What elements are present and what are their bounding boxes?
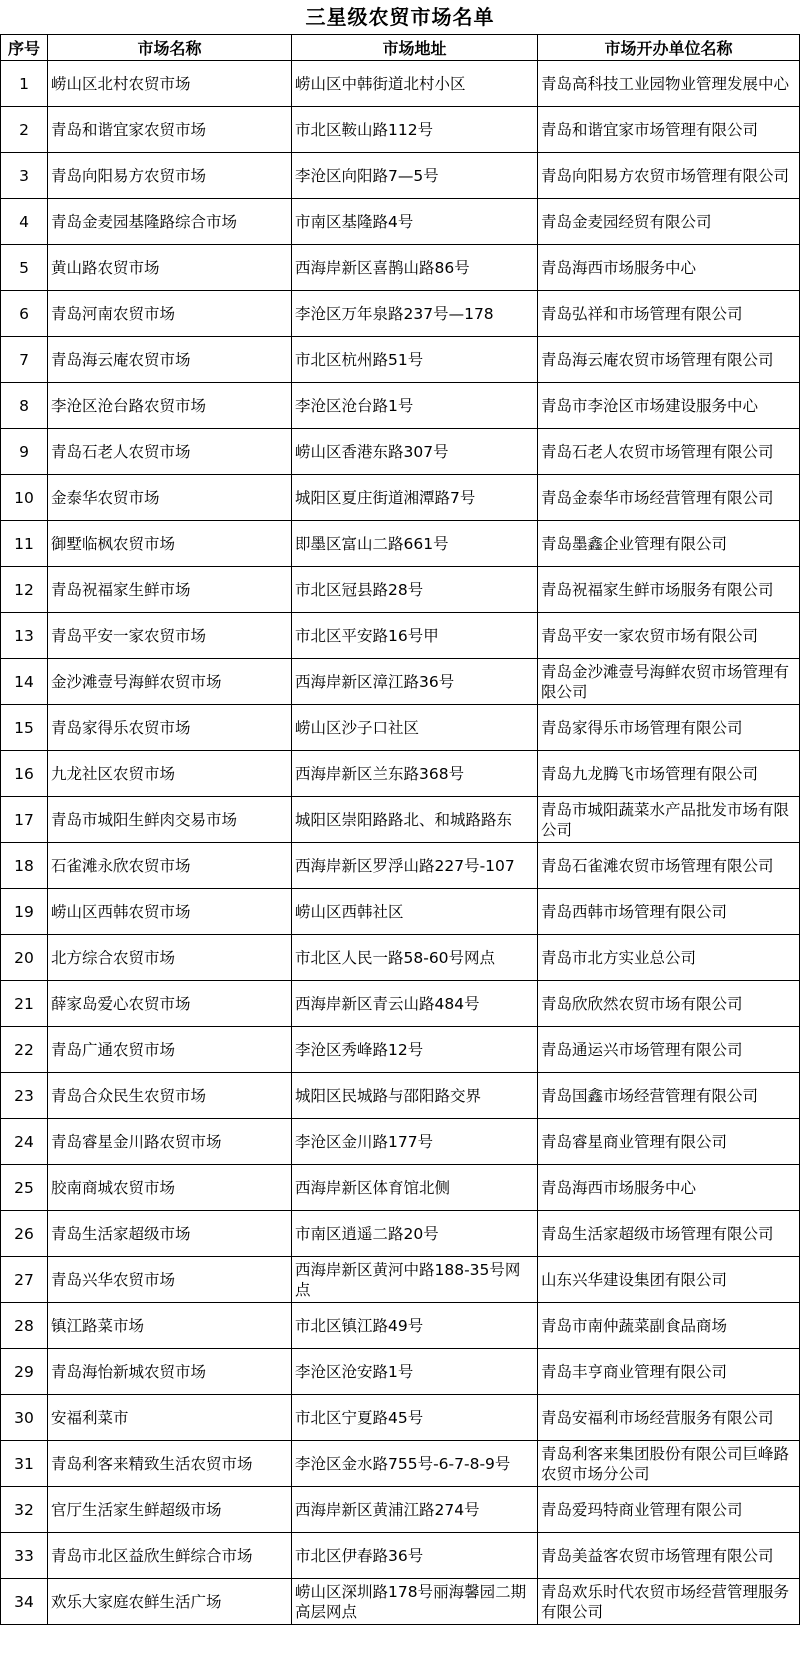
market-address-cell: 李沧区金川路177号 — [292, 1119, 538, 1165]
table-row — [1, 705, 800, 751]
market-name-cell: 青岛兴华农贸市场 — [48, 1257, 292, 1303]
table-row — [1, 107, 800, 153]
market-name-cell: 青岛石老人农贸市场 — [48, 429, 292, 475]
market-address-cell: 李沧区沧台路1号 — [292, 383, 538, 429]
table-row — [1, 291, 800, 337]
market-address-cell: 城阳区夏庄街道湘潭路7号 — [292, 475, 538, 521]
table-row — [1, 889, 800, 935]
market-name-cell: 官厅生活家生鲜超级市场 — [48, 1487, 292, 1533]
header-market-name: 市场名称 — [48, 35, 292, 61]
serial-number-cell: 22 — [1, 1027, 48, 1073]
market-address-cell: 崂山区中韩街道北村小区 — [292, 61, 538, 107]
operator-name-cell: 青岛国鑫市场经营管理有限公司 — [538, 1073, 800, 1119]
page-title: 三星级农贸市场名单 — [305, 5, 495, 29]
table-row — [1, 935, 800, 981]
operator-name-cell: 青岛金泰华市场经营管理有限公司 — [538, 475, 800, 521]
table-row — [1, 153, 800, 199]
operator-name-cell: 青岛美益客农贸市场管理有限公司 — [538, 1533, 800, 1579]
serial-number-cell: 4 — [1, 199, 48, 245]
serial-number-cell: 19 — [1, 889, 48, 935]
table-row — [1, 199, 800, 245]
operator-name-cell: 青岛海云庵农贸市场管理有限公司 — [538, 337, 800, 383]
market-address-cell: 市北区人民一路58-60号网点 — [292, 935, 538, 981]
serial-number-cell: 17 — [1, 797, 48, 843]
serial-number-cell: 5 — [1, 245, 48, 291]
serial-number-cell: 12 — [1, 567, 48, 613]
serial-number-cell: 1 — [1, 61, 48, 107]
table-row — [1, 1395, 800, 1441]
market-address-cell: 城阳区崇阳路路北、和城路路东 — [292, 797, 538, 843]
table-row — [1, 521, 800, 567]
market-address-cell: 西海岸新区黄浦江路274号 — [292, 1487, 538, 1533]
serial-number-cell: 25 — [1, 1165, 48, 1211]
serial-number-cell: 6 — [1, 291, 48, 337]
market-name-cell: 崂山区西韩农贸市场 — [48, 889, 292, 935]
market-name-cell: 青岛海云庵农贸市场 — [48, 337, 292, 383]
market-address-cell: 西海岸新区罗浮山路227号-107 — [292, 843, 538, 889]
operator-name-cell: 青岛市城阳蔬菜水产品批发市场有限公司 — [538, 797, 800, 843]
serial-number-cell: 10 — [1, 475, 48, 521]
operator-name-cell: 青岛海西市场服务中心 — [538, 245, 800, 291]
operator-name-cell: 山东兴华建设集团有限公司 — [538, 1257, 800, 1303]
table-row — [1, 61, 800, 107]
operator-name-cell: 青岛石雀滩农贸市场管理有限公司 — [538, 843, 800, 889]
table-row — [1, 383, 800, 429]
table-body — [1, 61, 800, 1625]
operator-name-cell: 青岛墨鑫企业管理有限公司 — [538, 521, 800, 567]
serial-number-cell: 14 — [1, 659, 48, 705]
market-name-cell: 石雀滩永欣农贸市场 — [48, 843, 292, 889]
operator-name-cell: 青岛向阳易方农贸市场管理有限公司 — [538, 153, 800, 199]
serial-number-cell: 9 — [1, 429, 48, 475]
market-name-cell: 薛家岛爱心农贸市场 — [48, 981, 292, 1027]
operator-name-cell: 青岛市南仲蔬菜副食品商场 — [538, 1303, 800, 1349]
serial-number-cell: 27 — [1, 1257, 48, 1303]
operator-name-cell: 青岛弘祥和市场管理有限公司 — [538, 291, 800, 337]
table-header-row — [1, 35, 800, 61]
serial-number-cell: 26 — [1, 1211, 48, 1257]
table-row — [1, 475, 800, 521]
market-name-cell: 安福利菜市 — [48, 1395, 292, 1441]
serial-number-cell: 18 — [1, 843, 48, 889]
table-row — [1, 429, 800, 475]
operator-name-cell: 青岛丰亨商业管理有限公司 — [538, 1349, 800, 1395]
market-address-cell: 李沧区向阳路7—5号 — [292, 153, 538, 199]
market-name-cell: 青岛合众民生农贸市场 — [48, 1073, 292, 1119]
market-address-cell: 市北区伊春路36号 — [292, 1533, 538, 1579]
table-row — [1, 613, 800, 659]
market-address-cell: 崂山区西韩社区 — [292, 889, 538, 935]
table-row — [1, 245, 800, 291]
market-address-cell: 李沧区沧安路1号 — [292, 1349, 538, 1395]
serial-number-cell: 32 — [1, 1487, 48, 1533]
market-address-cell: 崂山区深圳路178号丽海馨园二期高层网点 — [292, 1579, 538, 1625]
serial-number-cell: 15 — [1, 705, 48, 751]
header-market-address: 市场地址 — [292, 35, 538, 61]
header-serial-number: 序号 — [1, 35, 48, 61]
market-address-cell: 市北区宁夏路45号 — [292, 1395, 538, 1441]
operator-name-cell: 青岛和谐宜家市场管理有限公司 — [538, 107, 800, 153]
market-name-cell: 欢乐大家庭农鲜生活广场 — [48, 1579, 292, 1625]
market-name-cell: 青岛生活家超级市场 — [48, 1211, 292, 1257]
market-name-cell: 九龙社区农贸市场 — [48, 751, 292, 797]
serial-number-cell: 13 — [1, 613, 48, 659]
serial-number-cell: 16 — [1, 751, 48, 797]
market-name-cell: 胶南商城农贸市场 — [48, 1165, 292, 1211]
operator-name-cell: 青岛家得乐市场管理有限公司 — [538, 705, 800, 751]
operator-name-cell: 青岛爱玛特商业管理有限公司 — [538, 1487, 800, 1533]
operator-name-cell: 青岛安福利市场经营服务有限公司 — [538, 1395, 800, 1441]
table-row — [1, 1119, 800, 1165]
table-row — [1, 1487, 800, 1533]
market-address-cell: 李沧区万年泉路237号—178 — [292, 291, 538, 337]
header-operator-name: 市场开办单位名称 — [538, 35, 800, 61]
table-row — [1, 1027, 800, 1073]
market-name-cell: 青岛平安一家农贸市场 — [48, 613, 292, 659]
table-row — [1, 797, 800, 843]
market-address-cell: 市南区逍遥二路20号 — [292, 1211, 538, 1257]
market-address-cell: 即墨区富山二路661号 — [292, 521, 538, 567]
market-name-cell: 青岛家得乐农贸市场 — [48, 705, 292, 751]
table-row — [1, 1579, 800, 1625]
market-name-cell: 青岛金麦园基隆路综合市场 — [48, 199, 292, 245]
market-address-cell: 李沧区秀峰路12号 — [292, 1027, 538, 1073]
operator-name-cell: 青岛西韩市场管理有限公司 — [538, 889, 800, 935]
market-name-cell: 青岛睿星金川路农贸市场 — [48, 1119, 292, 1165]
market-address-cell: 市北区杭州路51号 — [292, 337, 538, 383]
serial-number-cell: 28 — [1, 1303, 48, 1349]
market-address-cell: 西海岸新区喜鹊山路86号 — [292, 245, 538, 291]
market-name-cell: 李沧区沧台路农贸市场 — [48, 383, 292, 429]
operator-name-cell: 青岛睿星商业管理有限公司 — [538, 1119, 800, 1165]
market-address-cell: 崂山区沙子口社区 — [292, 705, 538, 751]
table-row — [1, 567, 800, 613]
serial-number-cell: 20 — [1, 935, 48, 981]
serial-number-cell: 8 — [1, 383, 48, 429]
market-name-cell: 黄山路农贸市场 — [48, 245, 292, 291]
table-row — [1, 1441, 800, 1487]
operator-name-cell: 青岛金沙滩壹号海鲜农贸市场管理有限公司 — [538, 659, 800, 705]
serial-number-cell: 2 — [1, 107, 48, 153]
operator-name-cell: 青岛平安一家农贸市场有限公司 — [538, 613, 800, 659]
operator-name-cell: 青岛海西市场服务中心 — [538, 1165, 800, 1211]
operator-name-cell: 青岛欢乐时代农贸市场经营管理服务有限公司 — [538, 1579, 800, 1625]
table-row — [1, 337, 800, 383]
market-name-cell: 青岛市北区益欣生鲜综合市场 — [48, 1533, 292, 1579]
market-name-cell: 北方综合农贸市场 — [48, 935, 292, 981]
operator-name-cell: 青岛高科技工业园物业管理发展中心 — [538, 61, 800, 107]
table-row — [1, 843, 800, 889]
table-row — [1, 1211, 800, 1257]
market-address-cell: 崂山区香港东路307号 — [292, 429, 538, 475]
market-name-cell: 青岛向阳易方农贸市场 — [48, 153, 292, 199]
table-row — [1, 1533, 800, 1579]
serial-number-cell: 24 — [1, 1119, 48, 1165]
serial-number-cell: 21 — [1, 981, 48, 1027]
table-row — [1, 1257, 800, 1303]
market-name-cell: 御墅临枫农贸市场 — [48, 521, 292, 567]
market-name-cell: 镇江路菜市场 — [48, 1303, 292, 1349]
operator-name-cell: 青岛祝福家生鲜市场服务有限公司 — [538, 567, 800, 613]
table-row — [1, 981, 800, 1027]
market-address-cell: 市北区鞍山路112号 — [292, 107, 538, 153]
market-address-cell: 市北区平安路16号甲 — [292, 613, 538, 659]
market-name-cell: 青岛和谐宜家农贸市场 — [48, 107, 292, 153]
market-address-cell: 西海岸新区兰东路368号 — [292, 751, 538, 797]
table-row — [1, 659, 800, 705]
operator-name-cell: 青岛九龙腾飞市场管理有限公司 — [538, 751, 800, 797]
market-address-cell: 市北区镇江路49号 — [292, 1303, 538, 1349]
market-name-cell: 青岛市城阳生鲜肉交易市场 — [48, 797, 292, 843]
serial-number-cell: 23 — [1, 1073, 48, 1119]
operator-name-cell: 青岛市李沧区市场建设服务中心 — [538, 383, 800, 429]
market-address-cell: 西海岸新区黄河中路188-35号网点 — [292, 1257, 538, 1303]
serial-number-cell: 30 — [1, 1395, 48, 1441]
serial-number-cell: 29 — [1, 1349, 48, 1395]
serial-number-cell: 33 — [1, 1533, 48, 1579]
market-name-cell: 青岛利客来精致生活农贸市场 — [48, 1441, 292, 1487]
table-row — [1, 751, 800, 797]
market-address-cell: 西海岸新区漳江路36号 — [292, 659, 538, 705]
market-name-cell: 青岛祝福家生鲜市场 — [48, 567, 292, 613]
market-address-cell: 李沧区金水路755号-6-7-8-9号 — [292, 1441, 538, 1487]
market-address-cell: 市南区基隆路4号 — [292, 199, 538, 245]
market-name-cell: 青岛广通农贸市场 — [48, 1027, 292, 1073]
operator-name-cell: 青岛金麦园经贸有限公司 — [538, 199, 800, 245]
serial-number-cell: 3 — [1, 153, 48, 199]
serial-number-cell: 11 — [1, 521, 48, 567]
market-list-table — [0, 34, 800, 1625]
market-name-cell: 崂山区北村农贸市场 — [48, 61, 292, 107]
operator-name-cell: 青岛市北方实业总公司 — [538, 935, 800, 981]
market-name-cell: 金沙滩壹号海鲜农贸市场 — [48, 659, 292, 705]
table-row — [1, 1349, 800, 1395]
operator-name-cell: 青岛生活家超级市场管理有限公司 — [538, 1211, 800, 1257]
serial-number-cell: 34 — [1, 1579, 48, 1625]
table-row — [1, 1073, 800, 1119]
table-row — [1, 1165, 800, 1211]
table-row — [1, 1303, 800, 1349]
operator-name-cell: 青岛欣欣然农贸市场有限公司 — [538, 981, 800, 1027]
operator-name-cell: 青岛石老人农贸市场管理有限公司 — [538, 429, 800, 475]
operator-name-cell: 青岛利客来集团股份有限公司巨峰路农贸市场分公司 — [538, 1441, 800, 1487]
market-name-cell: 青岛河南农贸市场 — [48, 291, 292, 337]
market-address-cell: 城阳区民城路与邵阳路交界 — [292, 1073, 538, 1119]
serial-number-cell: 31 — [1, 1441, 48, 1487]
market-name-cell: 青岛海怡新城农贸市场 — [48, 1349, 292, 1395]
serial-number-cell: 7 — [1, 337, 48, 383]
operator-name-cell: 青岛通运兴市场管理有限公司 — [538, 1027, 800, 1073]
market-address-cell: 西海岸新区体育馆北侧 — [292, 1165, 538, 1211]
market-name-cell: 金泰华农贸市场 — [48, 475, 292, 521]
market-address-cell: 市北区冠县路28号 — [292, 567, 538, 613]
market-address-cell: 西海岸新区青云山路484号 — [292, 981, 538, 1027]
